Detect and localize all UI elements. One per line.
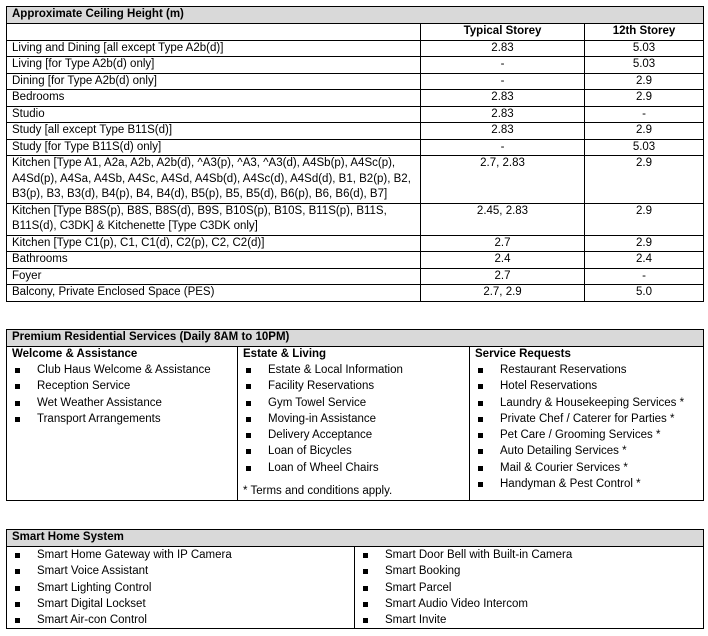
bullet-square-icon	[478, 401, 483, 406]
bullet-square-icon	[15, 553, 20, 558]
list-item	[475, 476, 703, 492]
typical-height-cell: 2.83	[421, 40, 585, 57]
list-item-label: Mail & Courier Services *	[500, 461, 628, 474]
bullet-square-icon	[478, 482, 483, 487]
twelfth-height-cell: 2.9	[585, 156, 704, 204]
list-item	[12, 411, 237, 427]
list-item-label: Club Haus Welcome & Assistance	[37, 364, 211, 376]
ceiling-row	[7, 57, 704, 74]
bullet-square-icon	[246, 401, 251, 406]
ceiling-row	[7, 40, 704, 57]
space-cell: Foyer	[7, 268, 421, 285]
list-item	[12, 580, 354, 596]
list-item	[475, 378, 703, 394]
list-item-label: Estate & Local Information	[268, 364, 403, 376]
smart-home-left-column	[7, 547, 355, 629]
space-cell: Kitchen [Type C1(p), C1, C1(d), C2(p), C2, C2(d)]	[7, 235, 421, 252]
list-item-label: Reception Service	[37, 380, 131, 393]
bullet-square-icon	[246, 449, 251, 454]
list-item-label: Laundry & Housekeeping Services *	[500, 396, 685, 409]
bullet-square-icon	[363, 553, 368, 558]
terms-note: * Terms and conditions apply.	[243, 485, 393, 498]
list-item	[12, 547, 354, 563]
list-item-label: Smart Audio Video Intercom	[385, 597, 528, 610]
list-item	[360, 563, 703, 579]
list-item	[243, 460, 469, 476]
smart-home-right-column	[355, 547, 704, 629]
ceiling-row	[7, 252, 704, 269]
twelfth-height-cell: -	[585, 106, 704, 123]
list-item	[475, 362, 703, 378]
list-item-label: Gym Towel Service	[268, 396, 367, 409]
list-item-label: Smart Voice Assistant	[37, 565, 149, 578]
smart-feature-list	[12, 547, 354, 628]
ceiling-row	[7, 235, 704, 252]
list-item-label: Smart Parcel	[385, 581, 452, 594]
twelfth-height-cell: 5.03	[585, 139, 704, 156]
list-item	[360, 580, 703, 596]
space-cell: Balcony, Private Enclosed Space (PES)	[7, 285, 421, 302]
bullet-square-icon	[246, 368, 251, 373]
smart-home-title: Smart Home System	[7, 530, 704, 547]
bullet-square-icon	[15, 401, 20, 406]
list-item-label: Smart Booking	[385, 565, 461, 578]
ceiling-row	[7, 123, 704, 140]
list-item	[475, 460, 703, 476]
bullet-square-icon	[15, 384, 20, 389]
typical-height-cell: 2.83	[421, 106, 585, 123]
list-item	[243, 378, 469, 394]
list-item	[12, 362, 237, 378]
typical-height-cell: 2.83	[421, 90, 585, 107]
list-item	[243, 443, 469, 459]
list-item-label: Handyman & Pest Control *	[500, 478, 641, 491]
list-item-label: Smart Digital Lockset	[37, 597, 146, 610]
services-title: Premium Residential Services (Daily 8AM to 10PM)	[7, 330, 704, 347]
col-typical-storey: Typical Storey	[421, 24, 585, 41]
bullet-square-icon	[363, 602, 368, 607]
typical-height-cell: 2.7, 2.83	[421, 156, 585, 204]
list-item-label: Smart Invite	[385, 614, 447, 627]
list-item	[12, 596, 354, 612]
ceiling-row	[7, 156, 704, 204]
smart-home-table	[6, 529, 704, 629]
bullet-square-icon	[478, 417, 483, 422]
service-column-heading: Welcome & Assistance	[12, 348, 138, 360]
list-item-label: Moving-in Assistance	[268, 412, 377, 425]
space-cell: Kitchen [Type A1, A2a, A2b, A2b(d), ^A3(p), ^A3, ^A3(d), A4Sb(p), A4Sc(p), A4Sd(p), A4Sa, A4Sb, A4Sc, A4Sd, A4Sb(d), A4Sc(d), A4Sd(d), B1, B2(p), B2, B3(p), B3, B3(d), B4(p), B4, B4(d), B5(p), B5, B5(d), B6(p), B6, B6(d), B7]	[7, 156, 421, 204]
bullet-square-icon	[363, 618, 368, 623]
space-cell: Kitchen [Type B8S(p), B8S, B8S(d), B9S, B10S(p), B10S, B11S(p), B11S, B11S(d), C3DK] & Kitchenette [Type C3DK only]	[7, 203, 421, 235]
list-item	[243, 411, 469, 427]
typical-height-cell: -	[421, 139, 585, 156]
bullet-square-icon	[15, 417, 20, 422]
twelfth-height-cell: 2.9	[585, 73, 704, 90]
space-cell: Living [for Type A2b(d) only]	[7, 57, 421, 74]
bullet-square-icon	[478, 368, 483, 373]
ceiling-row	[7, 203, 704, 235]
list-item	[360, 596, 703, 612]
bullet-square-icon	[15, 586, 20, 591]
service-column-welcome	[7, 347, 238, 501]
bullet-square-icon	[15, 618, 20, 623]
space-cell: Bathrooms	[7, 252, 421, 269]
twelfth-height-cell: 2.9	[585, 203, 704, 235]
typical-height-cell: 2.4	[421, 252, 585, 269]
list-item	[12, 378, 237, 394]
ceiling-table-title: Approximate Ceiling Height (m)	[7, 7, 704, 24]
twelfth-height-cell: 5.03	[585, 40, 704, 57]
list-item	[243, 395, 469, 411]
typical-height-cell: -	[421, 57, 585, 74]
typical-height-cell: 2.7, 2.9	[421, 285, 585, 302]
bullet-square-icon	[363, 569, 368, 574]
list-item-label: Private Chef / Caterer for Parties *	[500, 412, 675, 425]
list-item-label: Loan of Bicycles	[268, 445, 352, 458]
list-item-label: Smart Door Bell with Built-in Camera	[385, 549, 573, 561]
list-item	[475, 411, 703, 427]
ceiling-row	[7, 268, 704, 285]
list-item	[12, 563, 354, 579]
typical-height-cell: -	[421, 73, 585, 90]
service-list	[243, 362, 469, 476]
bullet-square-icon	[15, 368, 20, 373]
space-cell: Studio	[7, 106, 421, 123]
twelfth-height-cell: 2.9	[585, 235, 704, 252]
list-item-label: Restaurant Reservations	[500, 364, 627, 376]
list-item	[12, 612, 354, 628]
bullet-square-icon	[15, 602, 20, 607]
twelfth-height-cell: -	[585, 268, 704, 285]
service-list	[475, 362, 703, 492]
space-cell: Study [for Type B11S(d) only]	[7, 139, 421, 156]
list-item	[243, 362, 469, 378]
smart-feature-list	[360, 547, 703, 628]
ceiling-row	[7, 73, 704, 90]
ceiling-row	[7, 106, 704, 123]
list-item-label: Smart Lighting Control	[37, 581, 152, 594]
typical-height-cell: 2.83	[421, 123, 585, 140]
twelfth-height-cell: 2.9	[585, 90, 704, 107]
twelfth-height-cell: 5.03	[585, 57, 704, 74]
list-item-label: Smart Home Gateway with IP Camera	[37, 549, 232, 561]
list-item-label: Loan of Wheel Chairs	[268, 461, 379, 474]
list-item-label: Smart Air-con Control	[37, 614, 147, 627]
typical-height-cell: 2.7	[421, 268, 585, 285]
list-item	[12, 395, 237, 411]
ceiling-row	[7, 285, 704, 302]
list-item	[475, 443, 703, 459]
service-list	[12, 362, 237, 427]
bullet-square-icon	[478, 466, 483, 471]
ceiling-height-table	[6, 6, 704, 302]
ceiling-row	[7, 90, 704, 107]
space-cell: Bedrooms	[7, 90, 421, 107]
service-column-heading: Estate & Living	[243, 348, 327, 360]
bullet-square-icon	[246, 466, 251, 471]
bullet-square-icon	[478, 449, 483, 454]
service-column-requests	[470, 347, 704, 501]
bullet-square-icon	[478, 384, 483, 389]
list-item-label: Auto Detailing Services *	[500, 445, 627, 458]
list-item-label: Wet Weather Assistance	[37, 396, 162, 409]
list-item-label: Pet Care / Grooming Services *	[500, 429, 661, 442]
bullet-square-icon	[15, 569, 20, 574]
space-cell: Study [all except Type B11S(d)]	[7, 123, 421, 140]
list-item	[243, 427, 469, 443]
bullet-square-icon	[363, 586, 368, 591]
list-item	[360, 612, 703, 628]
list-item-label: Facility Reservations	[268, 380, 375, 393]
premium-services-table	[6, 329, 704, 501]
twelfth-height-cell: 2.9	[585, 123, 704, 140]
bullet-square-icon	[246, 384, 251, 389]
col-12th-storey: 12th Storey	[585, 24, 704, 41]
list-item-label: Hotel Reservations	[500, 380, 598, 393]
bullet-square-icon	[246, 417, 251, 422]
header-blank-cell	[7, 24, 421, 41]
list-item	[475, 427, 703, 443]
twelfth-height-cell: 2.4	[585, 252, 704, 269]
typical-height-cell: 2.7	[421, 235, 585, 252]
ceiling-row	[7, 139, 704, 156]
space-cell: Living and Dining [all except Type A2b(d)]	[7, 40, 421, 57]
list-item	[475, 395, 703, 411]
list-item-label: Transport Arrangements	[37, 412, 161, 425]
list-item	[360, 547, 703, 563]
space-cell: Dining [for Type A2b(d) only]	[7, 73, 421, 90]
service-column-estate	[238, 347, 470, 501]
twelfth-height-cell: 5.0	[585, 285, 704, 302]
bullet-square-icon	[246, 433, 251, 438]
list-item-label: Delivery Acceptance	[268, 429, 373, 442]
ceiling-rows	[7, 40, 704, 301]
typical-height-cell: 2.45, 2.83	[421, 203, 585, 235]
bullet-square-icon	[478, 433, 483, 438]
service-column-heading: Service Requests	[475, 348, 571, 360]
